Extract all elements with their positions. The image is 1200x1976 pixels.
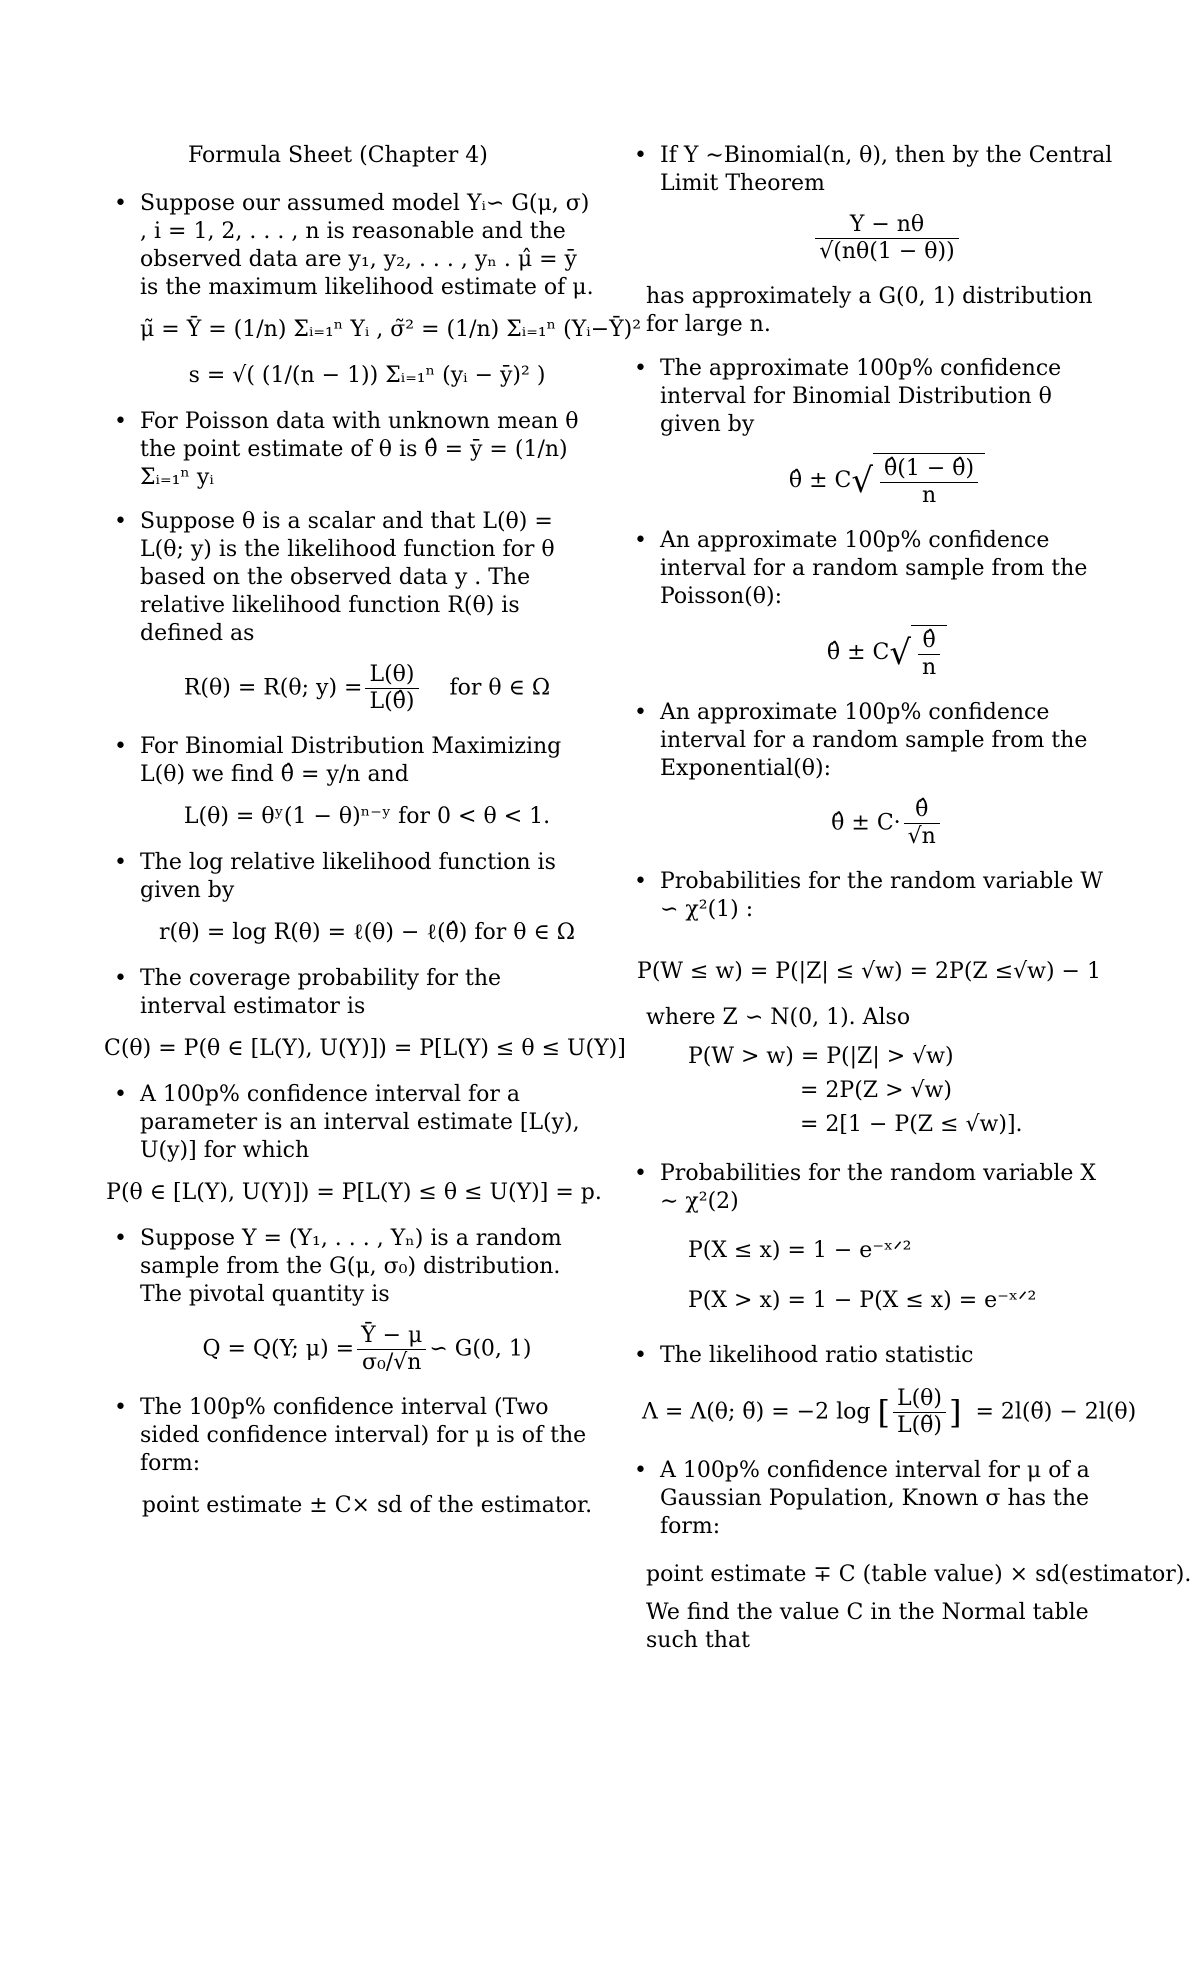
- likelihood-ratio-item: [624, 1342, 1114, 1370]
- coverage-text: • The coverage probability for the interval estimator is: [140, 966, 502, 1019]
- likelihood-ratio-rhs: = 2l(θ̃) − 2l(θ): [975, 1399, 1137, 1425]
- sqrt-symbol: √ $\frac{\thetâ}{n}$: [889, 625, 947, 681]
- ci-definition-equation: P(θ ∈ [L(Y), U(Y)]) = P[L(Y) ≤ θ ≤ U(Y)] = p.: [106, 1180, 602, 1205]
- gaussian-mle-item: [104, 190, 642, 390]
- log-relative-text: • The log relative likelihood function is given by: [140, 850, 556, 903]
- fraction-denominator: n: [922, 655, 937, 680]
- binomial-ci-fraction: [880, 456, 978, 509]
- chi-square-1-item: [624, 868, 1114, 924]
- pivotal-equation: [140, 1323, 594, 1376]
- exponential-ci-lhs: θ̂ ± C·: [831, 810, 901, 836]
- pivotal-lhs: Q = Q(Y; μ) =: [202, 1336, 355, 1362]
- binomial-ci-item: [624, 355, 1114, 509]
- coverage-equation: C(θ) = P(θ ∈ [L(Y), U(Y)]) = P[L(Y) ≤ θ ≤ U(Y)]: [104, 1036, 626, 1061]
- exponential-ci-fraction: [904, 797, 940, 850]
- relative-likelihood-lhs: R(θ) = R(θ; y) =: [183, 675, 363, 701]
- sqrt-symbol: √ $\frac{\thetâ(1 - \thetâ)}{n}$: [851, 453, 985, 509]
- likelihood-ratio-text: • The likelihood ratio statistic: [660, 1343, 974, 1368]
- two-sided-ci-equation: point estimate ± C× sd of the estimator.: [141, 1493, 593, 1518]
- relative-likelihood-condition: for θ ∈ Ω: [449, 675, 551, 701]
- chi-square-2-item: [624, 1160, 1114, 1326]
- fraction-denominator: σ₀/√n: [362, 1350, 422, 1375]
- chi-square-2-text: • Probabilities for the random variable X ∼ χ²(2): [660, 1161, 1097, 1214]
- chi-square-1-where-text: where Z ∽ N(0, 1). Also: [646, 1005, 911, 1030]
- gaussian-mle-text: • Suppose our assumed model Yᵢ∽ G(μ, σ) , i = 1, 2, . . . , n is reasonable and the observed data are y₁, y₂, . . . , yₙ . μ̂ = ȳ is the maximum likelihood estimate of μ.: [140, 191, 594, 300]
- gaussian-ci-after-text: We find the value C in the Normal table such that: [646, 1600, 1089, 1653]
- exponential-ci-equation: [660, 797, 1114, 850]
- relative-likelihood-equation: [140, 662, 594, 715]
- chi-square-2-line-1: P(X ≤ x) = 1 − e⁻ˣᐟ²: [688, 1238, 912, 1263]
- binomial-likelihood-equation: L(θ) = θʸ(1 − θ)ⁿ⁻ʸ for 0 < θ < 1.: [183, 804, 551, 829]
- relative-likelihood-item: [104, 508, 594, 715]
- exponential-ci-item: [624, 699, 1114, 850]
- pivotal-fraction: [357, 1323, 426, 1376]
- likelihood-ratio-fraction: [893, 1386, 946, 1439]
- fraction-denominator: n: [922, 483, 937, 508]
- fraction-numerator: Y − nθ: [815, 212, 958, 239]
- relative-likelihood-text: • Suppose θ is a scalar and that L(θ) = L(θ; y) is the likelihood function for θ based on the observed data y . The relative likelihood function R(θ) is defined as: [140, 509, 555, 646]
- poisson-ci-fraction: [918, 628, 940, 681]
- poisson-ci-lhs: θ̂ ± C: [826, 640, 890, 665]
- two-sided-ci-item: [104, 1394, 594, 1520]
- binomial-max-text: • For Binomial Distribution Maximizing L(θ) we find θ̂ = y/n and: [140, 734, 562, 787]
- chi-square-2-line-2: P(X > x) = 1 − P(X ≤ x) = e⁻ˣᐟ²: [688, 1288, 1037, 1313]
- chi-square-1-tail-equations: [624, 1040, 1114, 1142]
- two-sided-ci-text: • The 100p% confidence interval (Two sided confidence interval) for μ is of the form:: [140, 1395, 587, 1476]
- binomial-ci-equation: [660, 453, 1114, 509]
- ci-definition-item: [104, 1081, 602, 1207]
- binomial-ci-text: • The approximate 100p% confidence interval for Binomial Distribution θ given by: [660, 356, 1062, 437]
- poisson-ci-equation: [660, 625, 1114, 681]
- gaussian-estimators-equation: μ̃ = Ȳ = (1/n) Σᵢ₌₁ⁿ Yᵢ , σ̃² = (1/n) Σᵢ₌₁ⁿ (Yᵢ−Ȳ)²: [140, 317, 642, 342]
- binomial-max-item: [104, 733, 594, 831]
- fraction-numerator: θ̂: [904, 797, 940, 824]
- poisson-estimate-text: • For Poisson data with unknown mean θ the point estimate of θ is θ̂ = ȳ = (1/n) Σᵢ₌₁ⁿ yᵢ: [140, 409, 579, 490]
- fraction-numerator: L(θ): [365, 662, 418, 689]
- chi-square-1-tail-line-1: P(W > w) = P(|Z| > √w): [688, 1044, 954, 1069]
- page-title: Formula Sheet (Chapter 4): [188, 143, 488, 168]
- left-column: [66, 142, 642, 1538]
- clt-fraction: [815, 212, 958, 265]
- likelihood-ratio-equation: Λ = Λ(θ; θ̃) = −2 log [ $\frac{L(\theta)}{L(\thetã)}$ ] = 2l(θ̃) − 2l(θ): [642, 1386, 1137, 1438]
- log-relative-equation: r(θ) = log R(θ) = ℓ(θ) − ℓ(θ̂) for θ ∈ Ω: [158, 920, 576, 945]
- pivotal-text: • Suppose Y = (Y₁, . . . , Yₙ) is a random sample from the G(μ, σ₀) distribution. The pivotal quantity is: [140, 1226, 562, 1307]
- poisson-estimate-item: [104, 408, 594, 492]
- chi-square-1-text: • Probabilities for the random variable W ∽ χ²(1) :: [660, 869, 1103, 922]
- clt-equation: [660, 212, 1114, 265]
- fraction-denominator: √(nθ(1 − θ)): [819, 239, 955, 264]
- poisson-ci-item: [624, 527, 1114, 681]
- fraction-denominator: L(θ̂): [369, 689, 415, 714]
- likelihood-ratio-lhs: Λ = Λ(θ; θ̃) = −2 log: [642, 1399, 871, 1425]
- chi-square-1-tail-line-3: = 2[1 − P(Z ≤ √w)].: [800, 1112, 1023, 1137]
- fraction-denominator: √n: [907, 824, 936, 849]
- coverage-item: [104, 965, 626, 1063]
- gaussian-ci-text: • A 100p% confidence interval for μ of a Gaussian Population, Known σ has the form:: [660, 1458, 1090, 1539]
- sample-sd-equation: s = √( (1/(n − 1)) Σᵢ₌₁ⁿ (yᵢ − ȳ)² ): [188, 363, 546, 388]
- exponential-ci-text: • An approximate 100p% confidence interval for a random sample from the Exponential(θ):: [660, 700, 1088, 781]
- fraction-numerator: θ̂(1 − θ̂): [880, 456, 978, 483]
- clt-after-text: has approximately a G(0, 1) distribution for large n.: [646, 284, 1093, 337]
- pivotal-item: [104, 1225, 594, 1376]
- log-relative-item: [104, 849, 594, 947]
- poisson-ci-text: • An approximate 100p% confidence interval for a random sample from the Poisson(θ):: [660, 528, 1088, 609]
- chi-square-1-tail-line-2: = 2P(Z > √w): [800, 1078, 952, 1103]
- fraction-numerator: Ȳ − μ: [357, 1323, 426, 1350]
- clt-text: • If Y ∼Binomial(n, θ), then by the Central Limit Theorem: [660, 143, 1113, 196]
- fraction-denominator: L(θ̃): [896, 1413, 942, 1438]
- fraction-numerator: L(θ): [893, 1386, 946, 1413]
- relative-likelihood-fraction: [365, 662, 418, 715]
- binomial-ci-lhs: θ̂ ± C: [788, 468, 852, 493]
- ci-definition-text: • A 100p% confidence interval for a parameter is an interval estimate [L(y), U(y)] for which: [140, 1082, 580, 1163]
- chi-square-1-cdf-equation: P(W ≤ w) = P(|Z| ≤ √w) = 2P(Z ≤√w) − 1: [637, 959, 1101, 984]
- clt-item: [624, 142, 1114, 265]
- right-column: [624, 142, 1192, 1655]
- chi-square-2-equations: [660, 1226, 1114, 1326]
- gaussian-ci-equation: point estimate ∓ C (table value) × sd(estimator).: [646, 1562, 1192, 1587]
- pivotal-rhs: ∽ G(0, 1): [429, 1336, 532, 1362]
- fraction-numerator: θ̂: [918, 628, 940, 655]
- gaussian-ci-item: [624, 1457, 1114, 1541]
